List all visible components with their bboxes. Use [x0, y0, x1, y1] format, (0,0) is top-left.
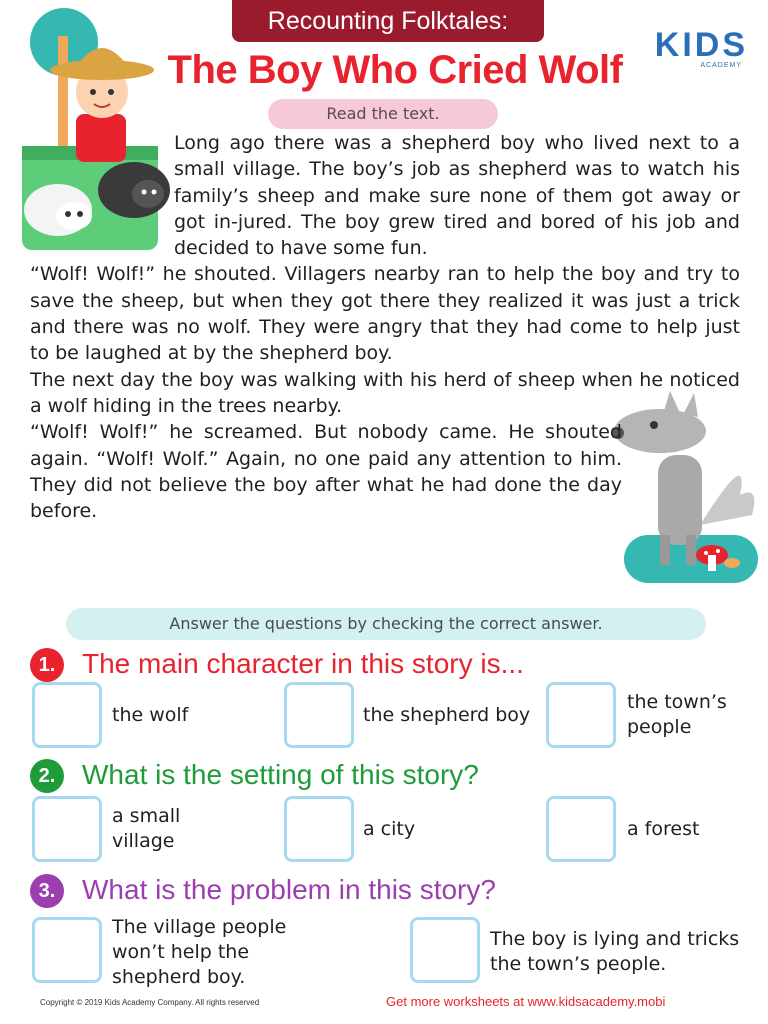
q2-option-2-checkbox[interactable] [284, 796, 354, 862]
q1-option-3-checkbox[interactable] [546, 682, 616, 748]
question-number: 1. [30, 648, 64, 682]
page-title: The Boy Who Cried Wolf [167, 48, 623, 92]
question-number: 2. [30, 759, 64, 793]
q1-option-3-label: the town’s people [627, 691, 727, 738]
q1-option-2-checkbox[interactable] [284, 682, 354, 748]
story-paragraph: “Wolf! Wolf!” he shouted. Villagers nearby ran to help the boy and try to save the sheep, but when they got there they realized it was just a trick and there was no wolf. They were angry that they had come to help just to be laughed at by the shepherd boy. [30, 263, 740, 365]
q1-option-1-label: the wolf [112, 703, 189, 726]
story-paragraph: “Wolf! Wolf!” he screamed. But nobody came. He shouted again. “Wolf! Wolf.” Again, no one paid any attention to him. They did not believe the boy after what he had done the day before. [30, 421, 622, 523]
question-3 [30, 870, 750, 910]
question-number: 3. [30, 874, 64, 908]
kids-academy-logo [618, 22, 748, 78]
q3-option-1-checkbox[interactable] [32, 917, 102, 983]
q1-option-2-label: the shepherd boy [363, 703, 531, 726]
logo-sub-text: ACADEMY [700, 62, 742, 69]
q3-option-2-checkbox[interactable] [410, 917, 480, 983]
subtitle-banner: Recounting Folktales: [232, 0, 544, 42]
q2-option-2-label: a city [363, 817, 416, 840]
logo-main-text: KIDS [654, 26, 748, 64]
q2-option-3-checkbox[interactable] [546, 796, 616, 862]
q3-option-2-label: The boy is lying and tricks the town’s people. [490, 928, 740, 975]
story-paragraph: Long ago there was a shepherd boy who lived next to a small village. The boy’s job as shepherd was to watch his family’s sheep and make sure none of them got away or got in-jured. The boy grew tired and bored of his job and decided to have some fun. [174, 132, 740, 260]
q3-option-1-label: The village people won’t help the shepherd boy. [112, 915, 287, 988]
more-worksheets-link[interactable]: Get more worksheets at www.kidsacademy.mobi [386, 994, 666, 1009]
question-text: What is the setting of this story? [82, 759, 479, 790]
question-text: The main character in this story is... [82, 648, 524, 679]
answer-instruction-pill: Answer the questions by checking the correct answer. [66, 608, 706, 640]
read-instruction-pill: Read the text. [268, 99, 498, 129]
q2-option-3-label: a forest [627, 817, 700, 840]
question-2 [30, 755, 750, 795]
q2-option-1-checkbox[interactable] [32, 796, 102, 862]
copyright-text: Copyright © 2019 Kids Academy Company. All rights reserved [40, 998, 260, 1007]
q1-option-1-checkbox[interactable] [32, 682, 102, 748]
story-text [30, 130, 740, 580]
question-1 [30, 644, 750, 684]
question-text: What is the problem in this story? [82, 874, 496, 905]
q2-option-1-label: a small village [112, 805, 181, 852]
story-paragraph: The next day the boy was walking with his herd of sheep when he noticed a wolf hiding in the trees nearby. [30, 368, 740, 417]
